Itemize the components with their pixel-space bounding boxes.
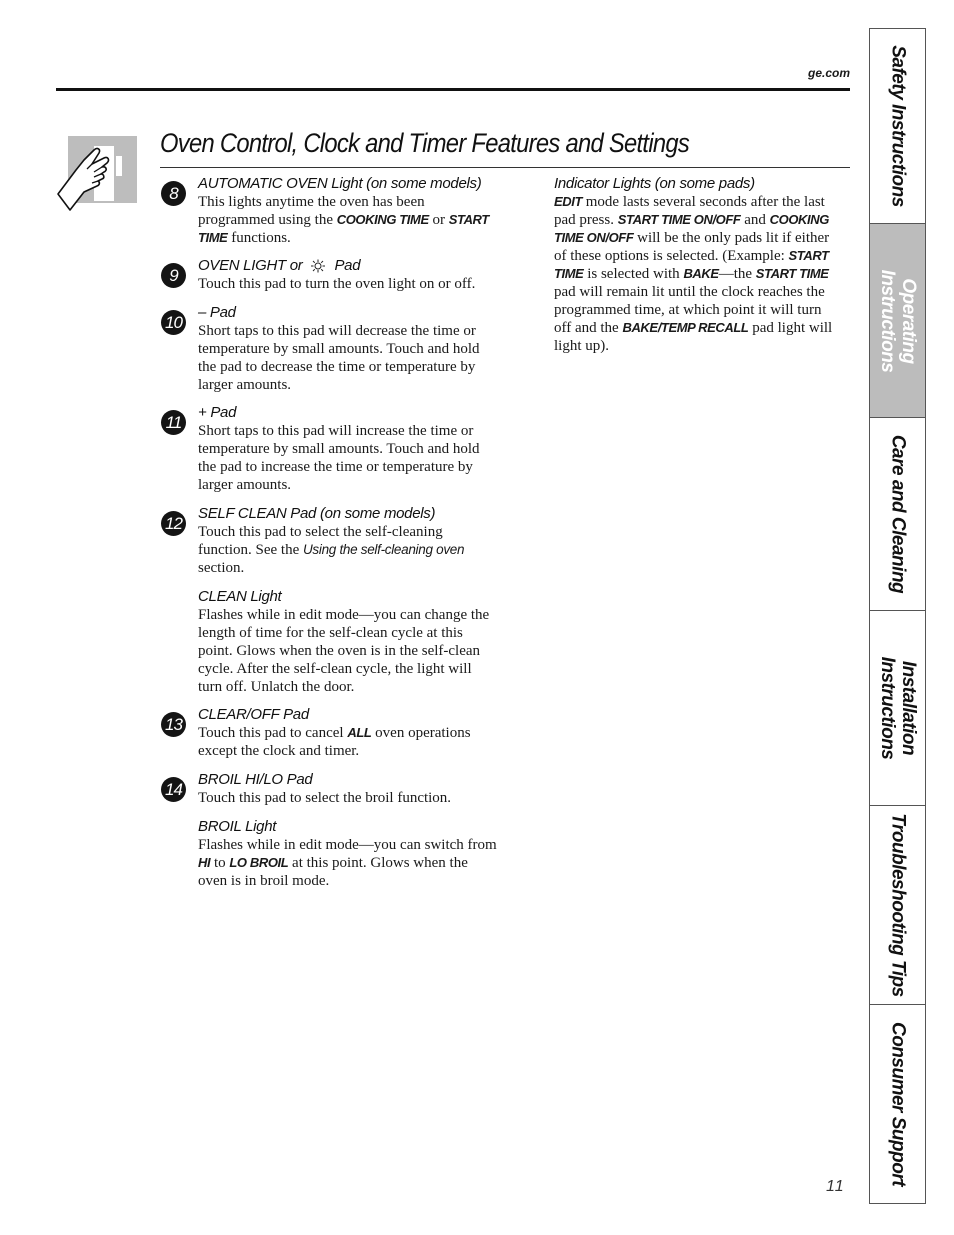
right-column — [554, 174, 836, 355]
title-rule — [160, 167, 850, 168]
number-badge: 12 — [161, 511, 186, 536]
item-self-clean-pad — [165, 504, 498, 577]
item-text: Touch this pad to select the broil function. — [198, 790, 452, 806]
item-heading: SELF CLEAN Pad (on some models) — [198, 505, 436, 522]
item-text: Short taps to this pad will decrease the time or temperature by small amounts. Touch and hold the pad to decrease the time or temperature by larger amounts. — [198, 323, 480, 393]
page-number: 11 — [826, 1178, 845, 1195]
indicator-lights-text: EDIT mode lasts several seconds after the last pad press. START TIME ON/OFF and COOKING TIME ON/OFF will be the only pads lit if either of these options is selected. (Example: START TIME is selected with BAKE—the START TIME pad will remain lit until the clock reaches the programmed time, at which point it will turn off and the BAKE/TEMP RECALL pad light will light up). — [554, 194, 833, 354]
item-heading: – Pad — [198, 304, 236, 321]
number-badge: 14 — [161, 777, 186, 802]
item-broil-light — [198, 817, 498, 890]
item-text: This lights anytime the oven has been programmed using the COOKING TIME or START TIME functions. — [198, 194, 489, 246]
item-broil-pad — [165, 770, 498, 807]
item-clear-off-pad — [165, 705, 498, 760]
item-plus-pad — [165, 403, 498, 494]
item-text: Flashes while in edit mode—you can switch from HI to LO BROIL at this point. Glows when the oven is in broil mode. — [198, 837, 497, 889]
tab-label: Safety Instructions — [887, 45, 908, 207]
number-badge: 8 — [161, 181, 186, 206]
number-badge: 9 — [161, 263, 186, 288]
tab-label: Operating Instructions — [876, 269, 919, 372]
tab-label: Troubleshooting Tips — [887, 813, 908, 997]
item-heading: CLEAN Light — [198, 588, 282, 605]
tab-label: Consumer Support — [887, 1021, 908, 1187]
item-text: Flashes while in edit mode—you can change the length of time for the self-clean cycle at this point. Glows when the oven is in the self-clean cycle. After the self-clean cycle, the light will turn off. Unlatch the door. — [198, 607, 490, 695]
item-heading: + Pad — [198, 404, 237, 421]
tab-label: Installation Instructions — [876, 656, 919, 760]
item-heading: OVEN LIGHT or Pad — [198, 257, 361, 274]
number-badge: 11 — [161, 410, 186, 435]
item-heading: BROIL HI/LO Pad — [198, 771, 313, 788]
tab-installation-instructions[interactable] — [870, 611, 925, 806]
indicator-lights-heading: Indicator Lights (on some pads) — [554, 175, 755, 192]
tab-label: Care and Cleaning — [887, 434, 908, 594]
page-title: Oven Control, Clock and Timer Features and Settings — [160, 128, 690, 158]
tab-operating-instructions[interactable] — [870, 224, 925, 418]
item-text: Short taps to this pad will increase the time or temperature by small amounts. Touch and hold the pad to increase the time or temperature by larger amounts. — [198, 423, 480, 493]
light-bulb-icon — [310, 259, 326, 273]
item-clean-light — [198, 587, 498, 696]
number-badge: 13 — [161, 712, 186, 737]
item-text: Touch this pad to cancel ALL oven operations except the clock and timer. — [198, 725, 471, 759]
item-minus-pad — [165, 303, 498, 394]
item-heading: BROIL Light — [198, 818, 277, 835]
section-icon-box — [68, 136, 137, 203]
item-automatic-oven-light — [169, 174, 498, 247]
pointing-hand-icon — [54, 136, 134, 216]
item-heading: CLEAR/OFF Pad — [198, 706, 309, 723]
item-oven-light-pad — [169, 256, 498, 293]
tab-care-and-cleaning[interactable] — [870, 418, 925, 611]
tab-safety-instructions[interactable] — [870, 29, 925, 224]
tab-consumer-support[interactable] — [870, 1005, 925, 1203]
number-badge: 10 — [161, 310, 186, 335]
item-text: Touch this pad to select the self-cleaning function. See the Using the self-cleaning oven section. — [198, 524, 465, 576]
item-text: Touch this pad to turn the oven light on or off. — [198, 276, 476, 292]
site-url: ge.com — [807, 66, 850, 80]
item-heading: AUTOMATIC OVEN Light (on some models) — [198, 175, 482, 192]
top-rule — [56, 88, 850, 91]
section-tabs — [869, 28, 926, 1204]
tab-troubleshooting-tips[interactable] — [870, 806, 925, 1005]
